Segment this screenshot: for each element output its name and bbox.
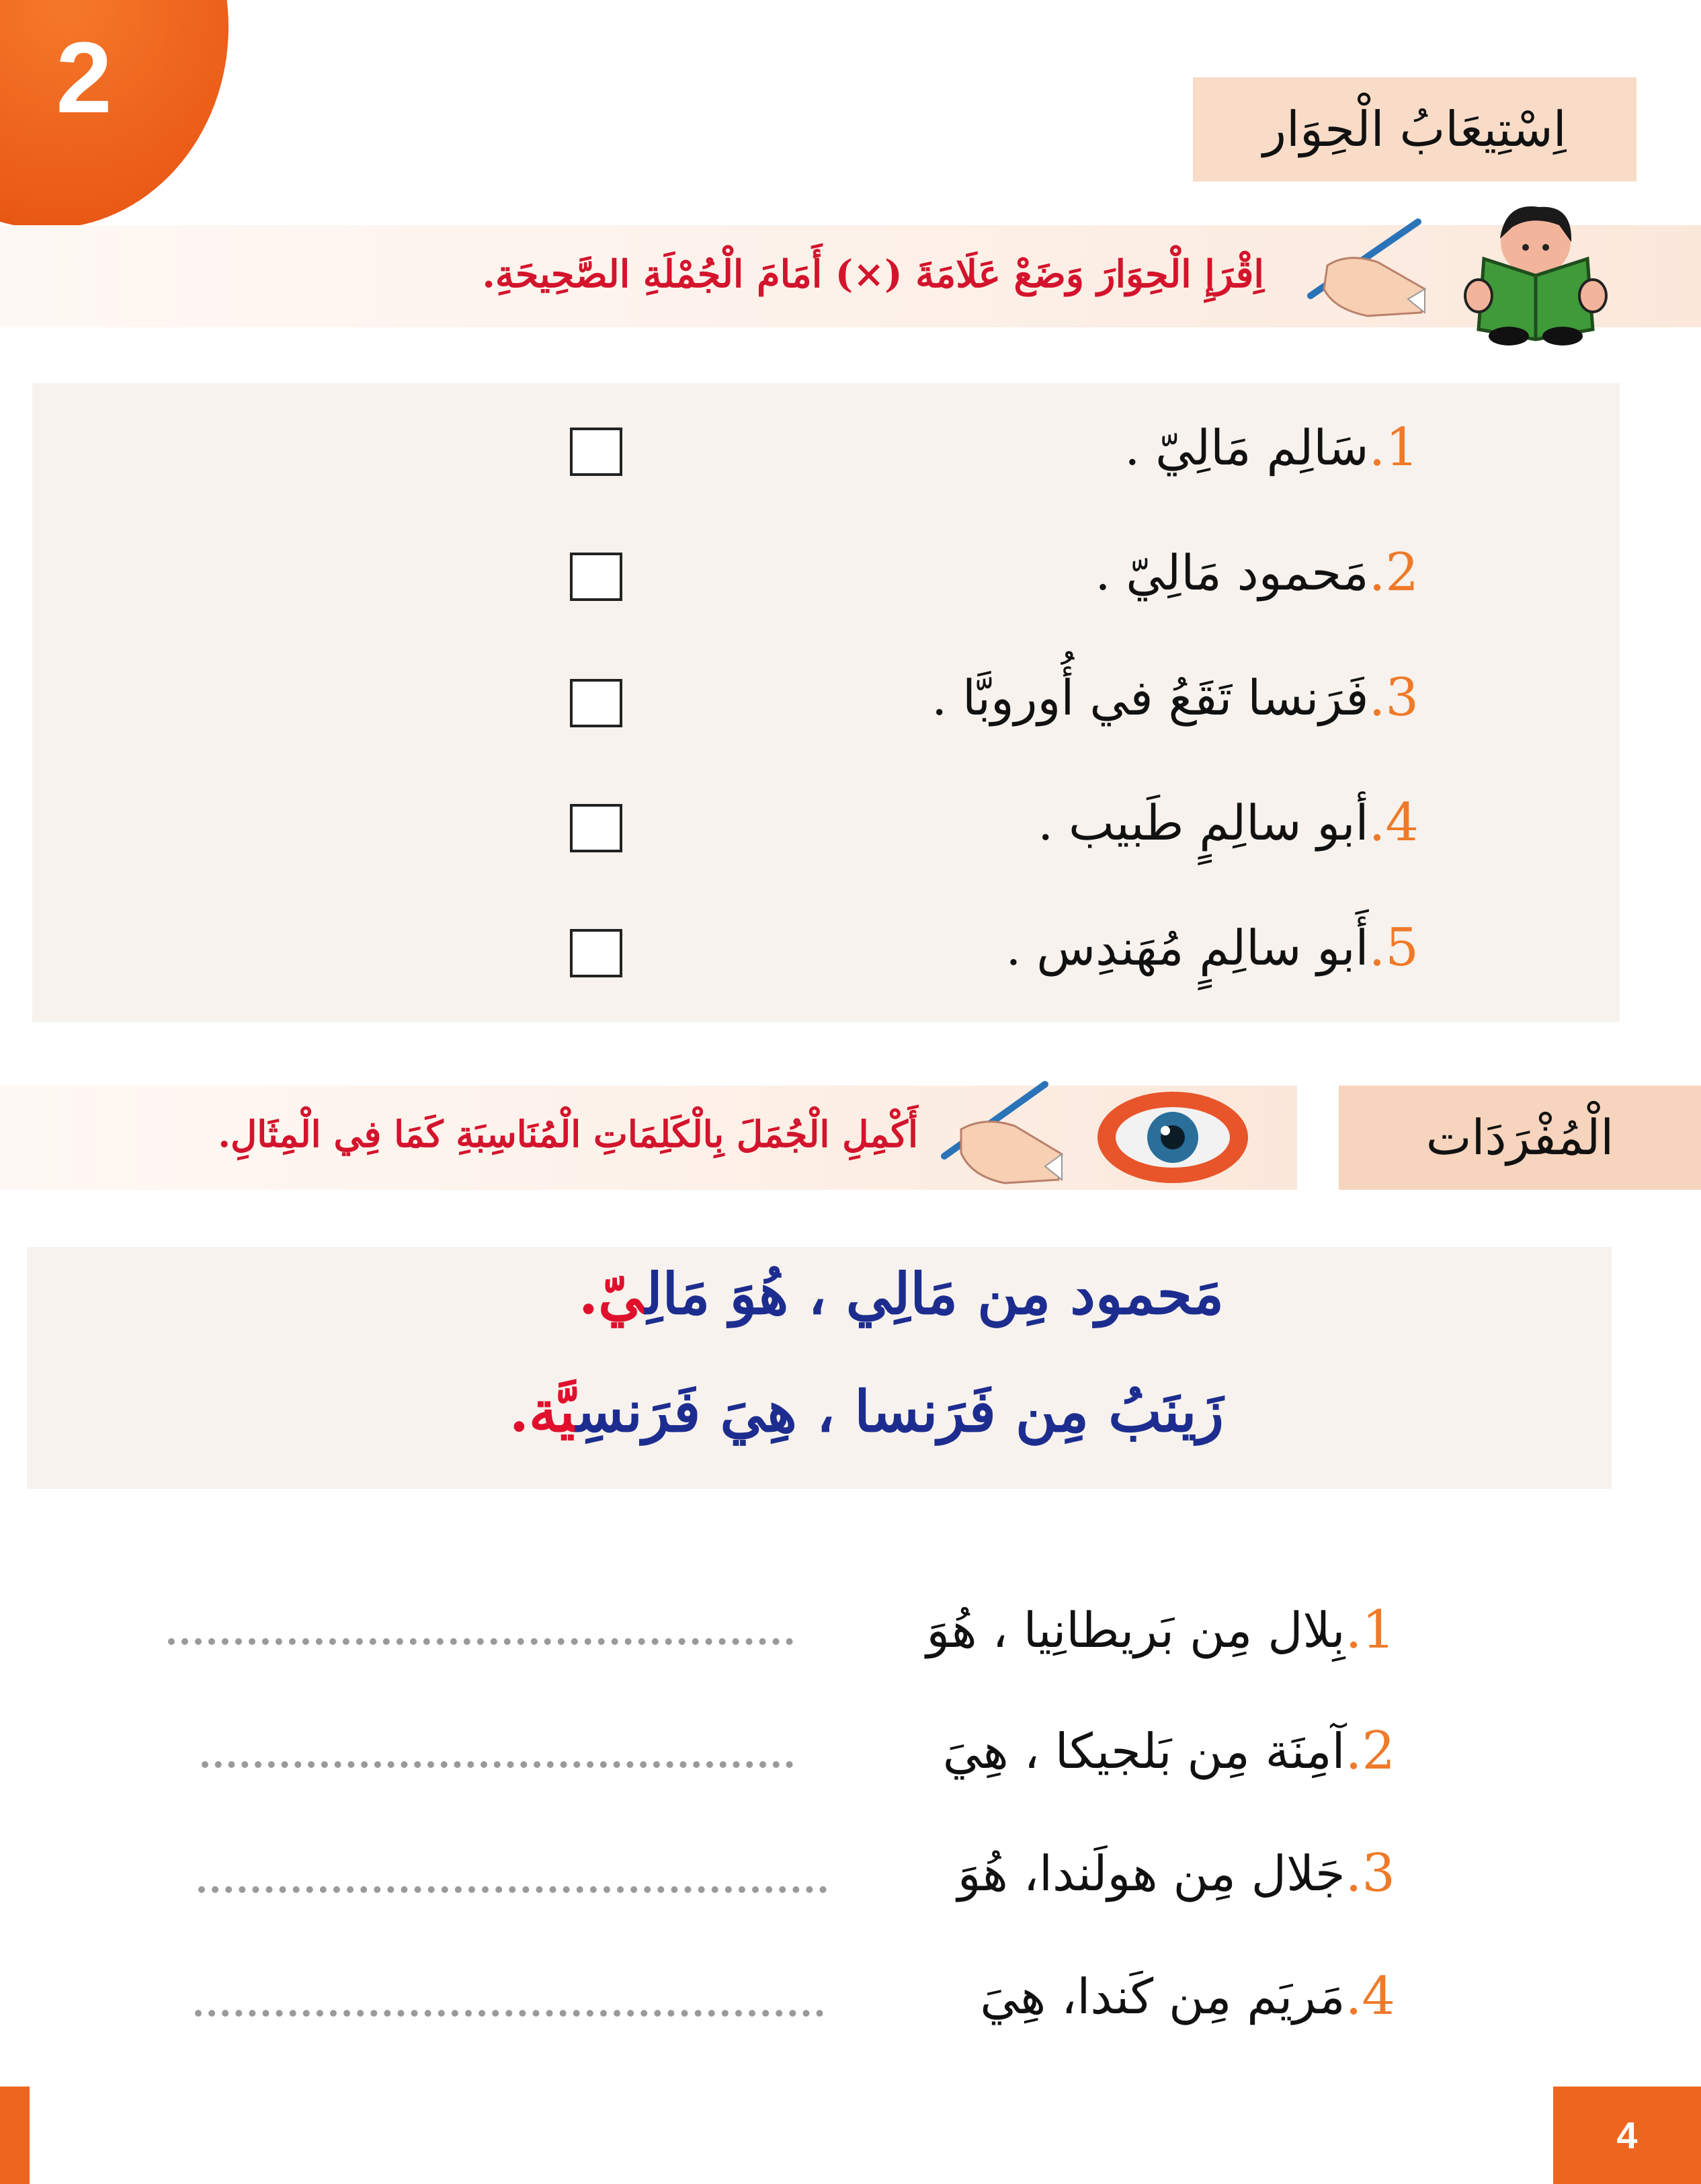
example-end: .: [578, 1260, 599, 1327]
exercise-text: بِلال مِن بَريطانِيا ، هُوَ: [926, 1602, 1345, 1658]
example-main: زَينَبُ مِن فَرَنسا ، هِيَ فَرَنسِ: [576, 1378, 1224, 1445]
answer-line-2[interactable]: [202, 1761, 793, 1768]
example-suffix: يّ: [598, 1260, 646, 1327]
exercise-text: جَلال مِن هولَندا، هُوَ: [957, 1845, 1345, 1902]
answer-checkbox-1[interactable]: [570, 428, 622, 476]
item-text: مَحمود مَالِيّ .: [1095, 544, 1369, 601]
vocab-instruction-text: أَكْمِلِ الْجُمَلَ بِالْكَلِمَاتِ الْمُنَاسِبَةِ كَمَا فِي الْمِثَالِ.: [218, 1113, 918, 1156]
section-title-comprehension: اِسْتِيعَابُ الْحِوَار: [1193, 77, 1636, 181]
page-number: 4: [1616, 2114, 1638, 2156]
reading-boy-icon: [1458, 202, 1613, 346]
section-title-vocabulary: الْمُفْرَدَات: [1339, 1086, 1701, 1190]
eye-icon: [1095, 1089, 1250, 1186]
example-end: .: [509, 1378, 530, 1445]
list-item: [1095, 532, 1419, 613]
answer-checkbox-4[interactable]: [570, 804, 622, 852]
exercise-number: 2.: [1345, 1721, 1395, 1781]
x-mark-symbol: (×): [835, 252, 903, 296]
page-number-box: [1553, 2087, 1701, 2184]
list-item: [1005, 907, 1419, 988]
exercise-item-3: [958, 1830, 1395, 1917]
exercise-number: 4.: [1345, 1966, 1395, 2027]
list-item: [931, 657, 1419, 738]
exercise-item-2: [943, 1707, 1395, 1795]
exercise-item-4: [980, 1953, 1395, 2040]
item-number: 3.: [1368, 668, 1419, 728]
lesson-number: 2: [56, 21, 112, 134]
exercise-text: آمِنَة مِن بَلجيكا ، هِيَ: [942, 1723, 1345, 1779]
answer-line-1[interactable]: [168, 1638, 793, 1645]
answer-checkbox-2[interactable]: [570, 553, 622, 601]
example-line-2: [509, 1378, 1224, 1445]
writing-hand-icon: [931, 1079, 1075, 1190]
exercise-number: 3.: [1345, 1843, 1395, 1904]
exercise-number: 1.: [1345, 1600, 1395, 1660]
writing-hand-icon: [1287, 215, 1432, 319]
page-edge-tab: [0, 2087, 30, 2184]
exercise-item-1: [926, 1586, 1395, 1674]
example-line-1: [579, 1260, 1224, 1327]
item-number: 4.: [1368, 793, 1419, 853]
answer-checkbox-5[interactable]: [570, 929, 622, 977]
item-number: 2.: [1368, 542, 1419, 603]
answer-line-3[interactable]: [198, 1886, 827, 1893]
instruction-text: [482, 252, 1264, 296]
list-item: [1038, 782, 1419, 863]
item-text: أبو سالِمٍ طَبيب .: [1038, 795, 1369, 851]
instruction-part2: أَمَامَ الْجُمْلَةِ الصَّحِيحَةِ.: [482, 252, 823, 296]
list-item: [1124, 407, 1419, 488]
example-suffix: يَّة: [529, 1378, 577, 1445]
exercise-text: مَريَم مِن كَندا، هِيَ: [980, 1968, 1345, 2025]
answer-checkbox-3[interactable]: [570, 679, 622, 727]
item-number: 1.: [1368, 417, 1419, 478]
item-text: أَبو سالِمٍ مُهَندِس .: [1005, 920, 1369, 976]
item-text: سَالِم مَالِيّ .: [1124, 419, 1369, 476]
item-text: فَرَنسا تَقَعُ في أُوروبَّا .: [931, 670, 1369, 726]
item-number: 5.: [1368, 918, 1419, 978]
instruction-part1: اِقْرَإِ الْحِوَارَ وَضَعْ عَلَامَةَ: [915, 252, 1264, 296]
example-main: مَحمود مِن مَالِي ، هُوَ مَالِ: [645, 1260, 1224, 1327]
answer-line-4[interactable]: [195, 2010, 823, 2017]
